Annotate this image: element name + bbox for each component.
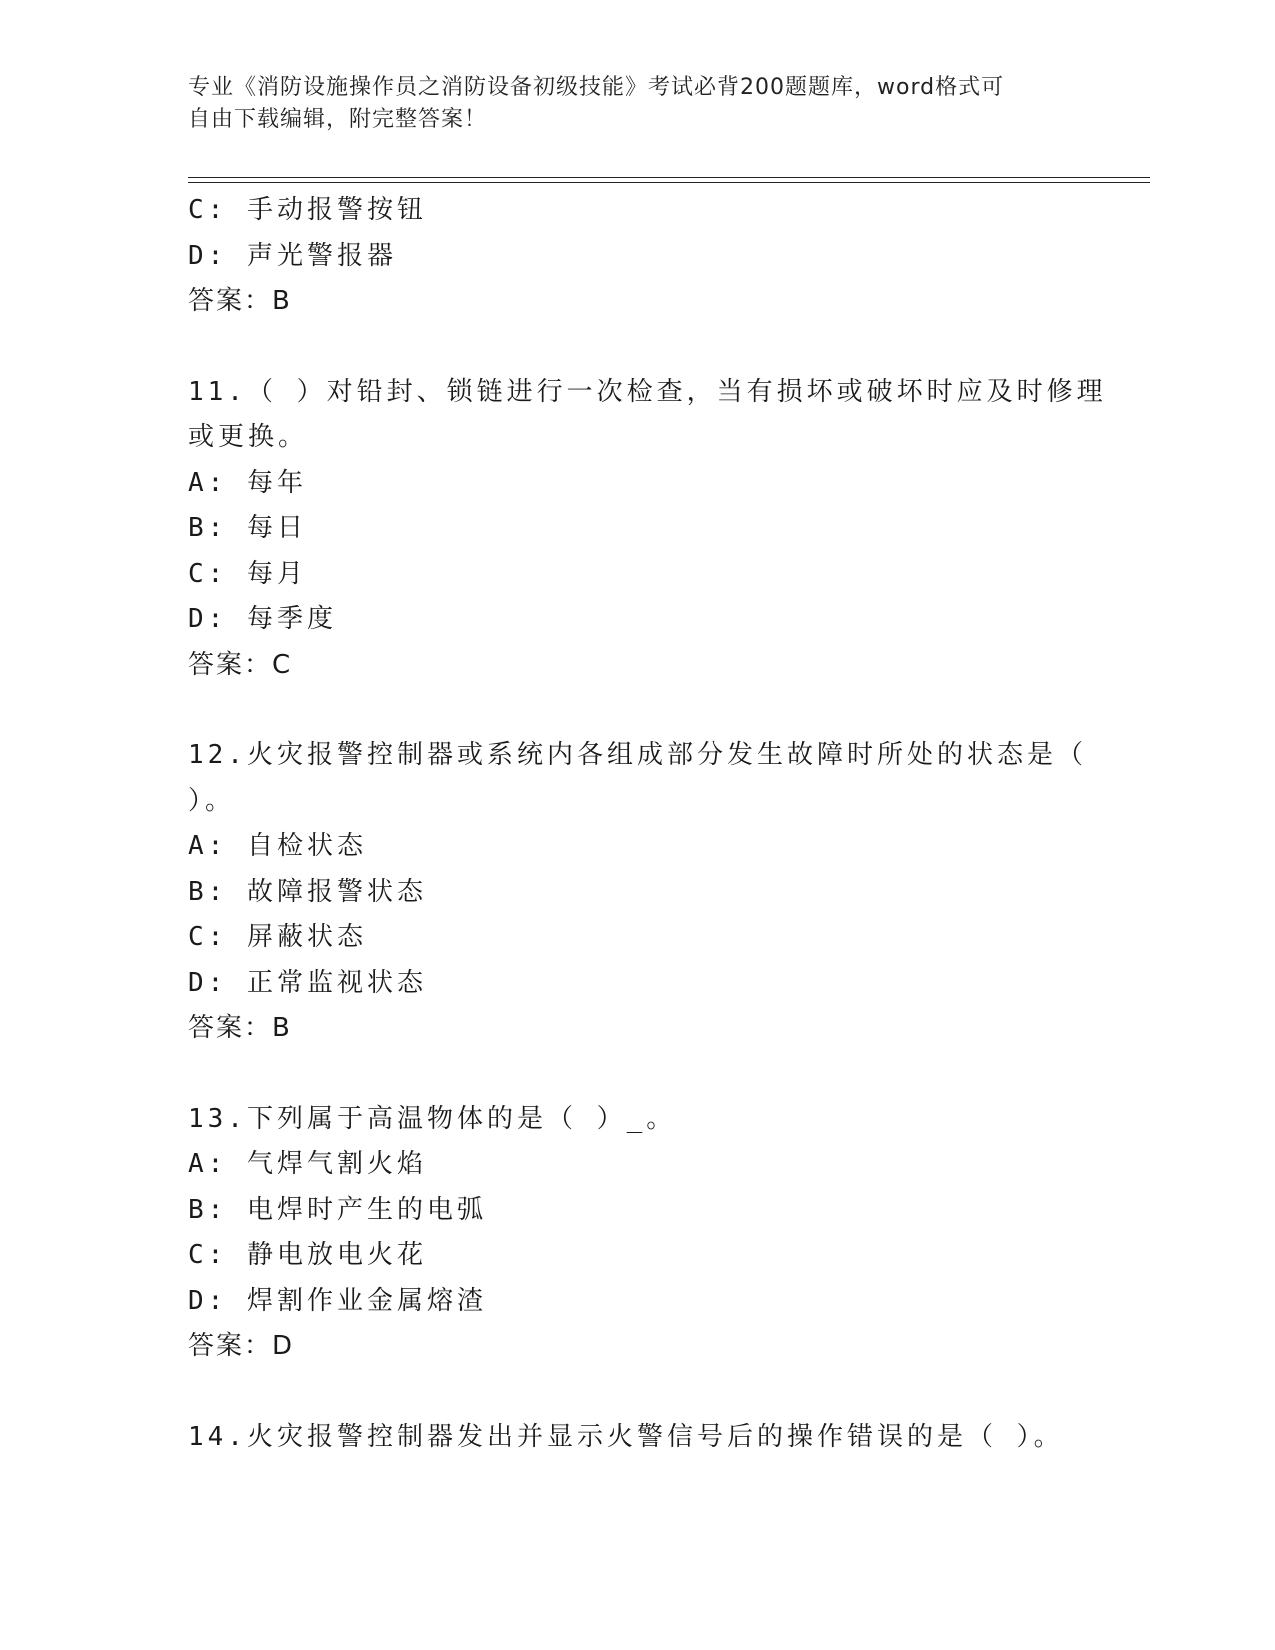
option-d: D: 每季度 [188, 604, 337, 634]
header-title-line-1: 专业《消防设施操作员之消防设备初级技能》考试必背200题题库，word格式可 [188, 75, 1005, 100]
option-b: B: 电焊时产生的电弧 [188, 1194, 487, 1225]
question-stem: 12.火灾报警控制器或系统内各组成部分发生故障时所处的状态是（ [188, 740, 1087, 770]
option-a: A: 气焊气割火焰 [188, 1149, 427, 1179]
header-divider-bottom [188, 182, 1150, 183]
question-stem-continued: 或更换。 [188, 422, 309, 452]
answer: 答案：D [188, 1331, 295, 1361]
answer: 答案：B [188, 286, 292, 316]
question-stem: 11.（ ）对铅封、锁链进行一次检查，当有损坏或破坏时应及时修理 [188, 376, 1107, 407]
question-stem: 13.下列属于高温物体的是（ ）_。 [188, 1103, 677, 1134]
option-b: B: 故障报警状态 [188, 876, 427, 907]
answer: 答案：C [188, 649, 293, 680]
document-header [188, 72, 1088, 136]
option-a: A: 每年 [188, 467, 307, 498]
option-d: D: 正常监视状态 [188, 967, 427, 998]
header-divider-top [188, 177, 1150, 178]
option-a: A: 自检状态 [188, 831, 367, 861]
question-10 [188, 188, 1088, 325]
header-title-line-2: 自由下载编辑，附完整答案！ [188, 107, 488, 132]
question-14 [188, 1415, 1088, 1461]
question-list [188, 188, 1107, 1460]
question-stem: 14.火灾报警控制器发出并显示火警信号后的操作错误的是（ ）。 [188, 1421, 1064, 1452]
question-12 [188, 733, 1088, 1052]
option-c: C: 每月 [188, 558, 307, 589]
option-c: C: 静电放电火花 [188, 1240, 427, 1270]
option-d: D: 焊割作业金属熔渣 [188, 1285, 487, 1316]
question-stem-continued: ）。 [188, 785, 236, 816]
option-c: C: 屏蔽状态 [188, 922, 367, 952]
option-b: B: 每日 [188, 513, 307, 543]
option-d: D: 声光警报器 [188, 240, 397, 271]
answer: 答案：B [188, 1013, 292, 1043]
question-11 [188, 370, 1107, 689]
question-13 [188, 1097, 1088, 1370]
option-c: C: 手动报警按钮 [188, 195, 427, 225]
